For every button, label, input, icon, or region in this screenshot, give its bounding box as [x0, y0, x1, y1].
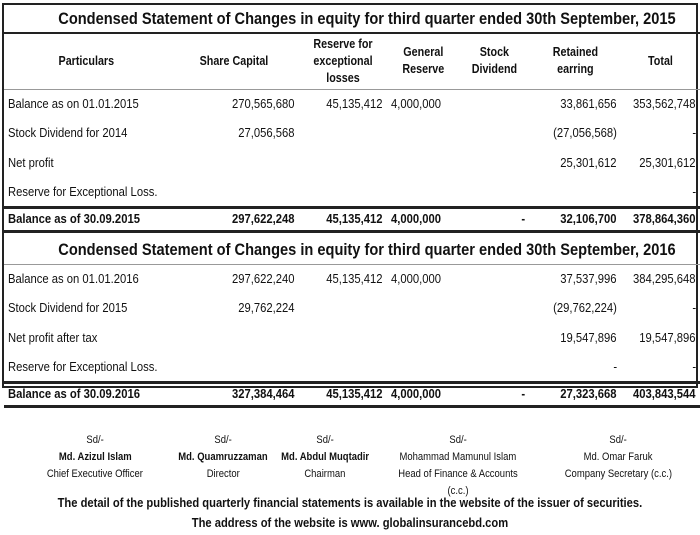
table-row [4, 119, 700, 149]
table-cell: 19,547,896 [560, 330, 617, 345]
table-title: Condensed Statement of Changes in equity for third quarter ended 30th September, 2016 [58, 239, 676, 259]
column-header: Retained earring [529, 33, 621, 89]
table-row [4, 264, 700, 294]
table-cell: Net profit [8, 155, 54, 170]
signatory-name: Md. Abdul Muqtadir [281, 451, 369, 463]
table-cell: (29,762,224) [553, 301, 617, 316]
footer [0, 493, 700, 533]
table-cell: Stock Dividend for 2014 [8, 126, 128, 141]
table-cell: 297,622,240 [232, 272, 295, 286]
signatory-name: Mohammad Mamunul Islam [399, 451, 517, 463]
table-cell: 45,135,412 [326, 272, 383, 286]
signature-mark: Sd/- [609, 434, 627, 446]
table-title-row [4, 5, 700, 33]
signatory [378, 432, 538, 500]
column-header: Reserve for exceptional losses [299, 33, 387, 89]
footer-line-1: The detail of the published quarterly financial statements is available in the website of the issuer of securities. [57, 495, 643, 510]
balance-cell: 45,135,412 [326, 212, 383, 226]
table-cell: 270,565,680 [232, 97, 295, 111]
table-cell: 4,000,000 [391, 97, 442, 111]
table-cell: 27,056,568 [238, 126, 295, 141]
table-cell: 19,547,896 [639, 330, 696, 345]
table-cell: Stock Dividend for 2015 [8, 301, 128, 316]
balance-cell: 378,864,360 [633, 212, 696, 226]
balance-cell: 32,106,700 [560, 212, 617, 226]
signatory [538, 432, 698, 483]
signatory-name: Md. Omar Faruk [583, 451, 653, 463]
balance-cell: 327,384,464 [232, 387, 295, 401]
balance-cell: 297,622,248 [232, 212, 295, 226]
table-cell: 33,861,656 [560, 97, 617, 111]
signatory-title: Chief Executive Officer [46, 468, 144, 480]
equity-table [4, 5, 700, 408]
footer-line-2: The address of the website is www. globalinsurancebd.com [191, 515, 509, 530]
table-cell: Net profit after tax [8, 330, 98, 345]
signatory-name: Md. Azizul Islam [58, 451, 132, 463]
table-row [4, 353, 700, 383]
balance-cell: 27,323,668 [560, 387, 617, 401]
signatory-title: Chairman [304, 468, 346, 480]
table-row [4, 148, 700, 178]
table-cell: 25,301,612 [639, 155, 696, 170]
balance-cell: 4,000,000 [391, 212, 442, 226]
header-row [4, 33, 700, 89]
balance-row [4, 382, 700, 406]
table-row [4, 178, 700, 208]
equity-statement [2, 3, 698, 401]
table-title-row [4, 236, 700, 264]
table-cell: 353,562,748 [633, 97, 696, 111]
column-header: General Reserve [387, 33, 459, 89]
balance-cell: Balance as of 30.09.2016 [8, 387, 140, 401]
balance-row [4, 207, 700, 231]
table-cell: Reserve for Exceptional Loss. [8, 359, 158, 374]
signatory-title: Company Secretary (c.c.) [564, 468, 672, 480]
balance-cell: - [521, 387, 525, 401]
signatory-title: Head of Finance & Accounts (c.c.) [398, 468, 518, 497]
balance-cell: - [521, 212, 525, 226]
balance-cell: Balance as of 30.09.2015 [8, 212, 140, 226]
signatory-name: Md. Quamruzzaman [178, 451, 268, 463]
signatory-title: Director [206, 468, 240, 480]
table-row [4, 323, 700, 353]
signature-mark: Sd/- [316, 434, 334, 446]
table-row [4, 89, 700, 119]
signature-mark: Sd/- [214, 434, 232, 446]
table-cell: 29,762,224 [238, 301, 295, 316]
balance-cell: 45,135,412 [326, 387, 383, 401]
column-header: Share Capital [169, 33, 299, 89]
table-cell: 37,537,996 [560, 272, 617, 286]
table-cell: - [692, 184, 696, 199]
table-cell: 384,295,648 [633, 272, 696, 286]
signature-mark: Sd/- [86, 434, 104, 446]
table-cell: 45,135,412 [326, 97, 383, 111]
column-header: Stock Dividend [459, 33, 529, 89]
balance-cell: 4,000,000 [391, 387, 442, 401]
column-header: Total [621, 33, 700, 89]
table-cell: Reserve for Exceptional Loss. [8, 184, 158, 199]
table-cell: (27,056,568) [553, 126, 617, 141]
balance-cell: 403,843,544 [633, 387, 696, 401]
table-cell: 4,000,000 [391, 272, 442, 286]
table-cell: - [613, 359, 617, 374]
table-row [4, 294, 700, 324]
table-cell: Balance as on 01.01.2015 [8, 97, 139, 111]
table-title: Condensed Statement of Changes in equity for third quarter ended 30th September, 2015 [58, 8, 676, 28]
signature-mark: Sd/- [449, 434, 467, 446]
table-cell: Balance as on 01.01.2016 [8, 272, 139, 286]
table-cell: - [692, 359, 696, 374]
table-cell: - [692, 301, 696, 316]
table-cell: 25,301,612 [560, 155, 617, 170]
column-header: Particulars [4, 33, 169, 89]
table-cell: - [692, 126, 696, 141]
